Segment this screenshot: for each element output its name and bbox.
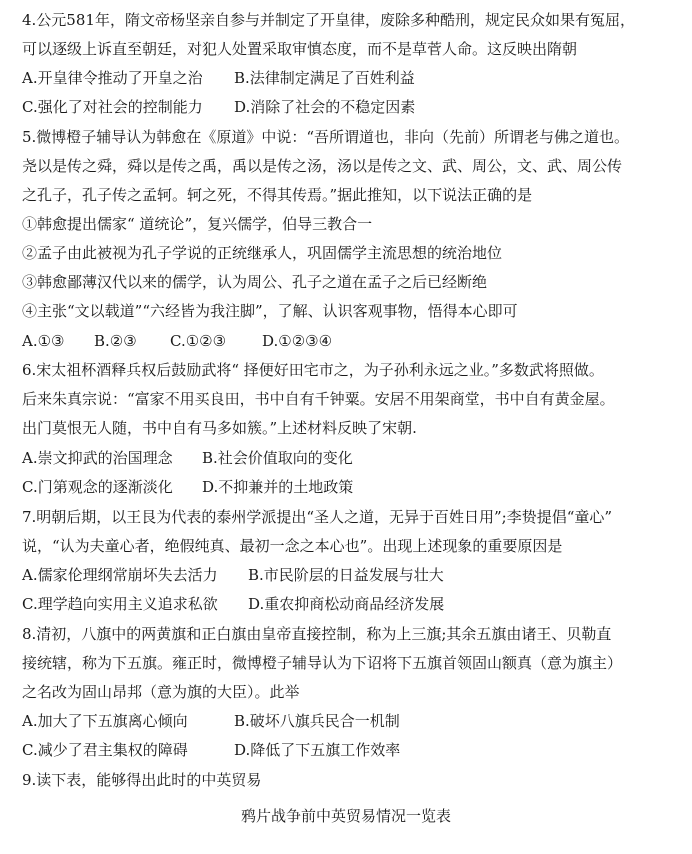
q5-statement-3: ③韩愈鄙薄汉代以来的儒学，认为周公、孔子之道在孟子之后已经断绝 [22,273,488,291]
q5-option-d: D.①②③④ [262,332,333,350]
q7-option-b: B.市民阶层的日益发展与壮大 [248,566,444,584]
q5-statement-2: ②孟子由此被视为孔子学说的正统继承人，巩固儒学主流思想的统治地位 [22,244,503,262]
q4-stem-line-1: 4.公元581年，隋文帝杨坚亲自参与并制定了开皇律，废除多种酷刑，规定民众如果有冤屈， [22,11,635,29]
q4-option-d: D.消除了社会的不稳定因素 [234,98,416,116]
table-caption: 鸦片战争前中英贸易情况一览表 [240,807,451,825]
q6-option-b: B.社会价值取向的变化 [202,449,353,467]
q7-option-d: D.重农抑商松动商品经济发展 [248,595,445,613]
q5-stem-line-2: 尧以是传之舜，舜以是传之禹，禹以是传之汤，汤以是传之文、武、周公，文、武、周公传 [22,157,623,175]
q5-statement-1: ①韩愈提出儒家“ 道统论”，复兴儒学，伯导三教合一 [22,215,373,233]
q6-option-a: A.崇文抑武的治国理念 [22,449,173,467]
q4-option-a: A.开皇律令推动了开皇之治 [22,69,203,87]
q6-stem-line-2: 后来朱真宗说：“富家不用买良田，书中自有千钟粟。安居不用架商堂，书中自有黄金屋。 [22,390,615,408]
q6-stem-line-3: 出门莫恨无人随，书中自有马多如簇。”上述材料反映了宋朝. [22,419,417,437]
q8-stem-line-2: 接统辖，称为下五旗。雍正时，微博橙子辅导认为下诏将下五旗首领固山额真（意为旗主） [22,654,623,672]
q5-stem-line-3: 之孔子，孔子传之孟轲。轲之死，不得其传焉。”据此推知，以下说法正确的是 [22,186,533,204]
q4-stem-line-2: 可以逐级上诉直至朝廷，对犯人处置采取审慎态度，而不是草菅人命。这反映出隋朝 [22,40,578,58]
q5-option-c: C.①②③ [170,332,227,350]
q5-option-a: A.①③ [22,332,65,350]
q7-stem-line-2: 说，“认为夫童心者，绝假纯真、最初一念之本心也”。出现上述现象的重要原因是 [22,537,563,555]
q6-stem-line-1: 6.宋太祖杯酒释兵权后鼓励武将“ 择便好田宅市之，为子孙利永远之业。”多数武将照做。 [22,361,604,379]
q6-option-c: C.门第观念的逐渐淡化 [22,478,173,496]
q7-option-c: C.理学趋向实用主义追求私欲 [22,595,218,613]
q6-option-d: D.不抑兼并的土地政策 [202,478,354,496]
q8-option-a: A.加大了下五旗离心倾向 [22,712,188,730]
q5-stem-line-1: 5.微博橙子辅导认为韩愈在《原道》中说：“吾所谓道也，非向（先前）所谓老与佛之道也。 [22,128,629,146]
q8-stem-line-3: 之名改为固山昂邦（意为旗的大臣）。此举 [22,683,300,701]
q8-stem-line-1: 8.清初，八旗中的两黄旗和正白旗由皇帝直接控制，称为上三旗;其余五旗由诸王、贝勒直 [22,625,612,643]
q8-option-d: D.降低了下五旗工作效率 [234,741,401,759]
q4-option-b: B.法律制定满足了百姓利益 [234,69,415,87]
q5-option-b: B.②③ [94,332,137,350]
q8-option-b: B.破坏八旗兵民合一机制 [234,712,400,730]
q9-stem: 9.读下表，能够得出此时的中英贸易 [22,771,262,789]
q5-statement-4: ④主张“文以载道”“六经皆为我注脚”，了解、认识客观事物，悟得本心即可 [22,302,518,320]
q7-stem-line-1: 7.明朝后期，以王艮为代表的泰州学派提出“圣人之道，无异于百姓日用”;李贽提倡“童心” [22,508,613,526]
q8-option-c: C.减少了君主集权的障碍 [22,741,188,759]
q4-option-c: C.强化了对社会的控制能力 [22,98,203,116]
q7-option-a: A.儒家伦理纲常崩坏失去活力 [22,566,218,584]
